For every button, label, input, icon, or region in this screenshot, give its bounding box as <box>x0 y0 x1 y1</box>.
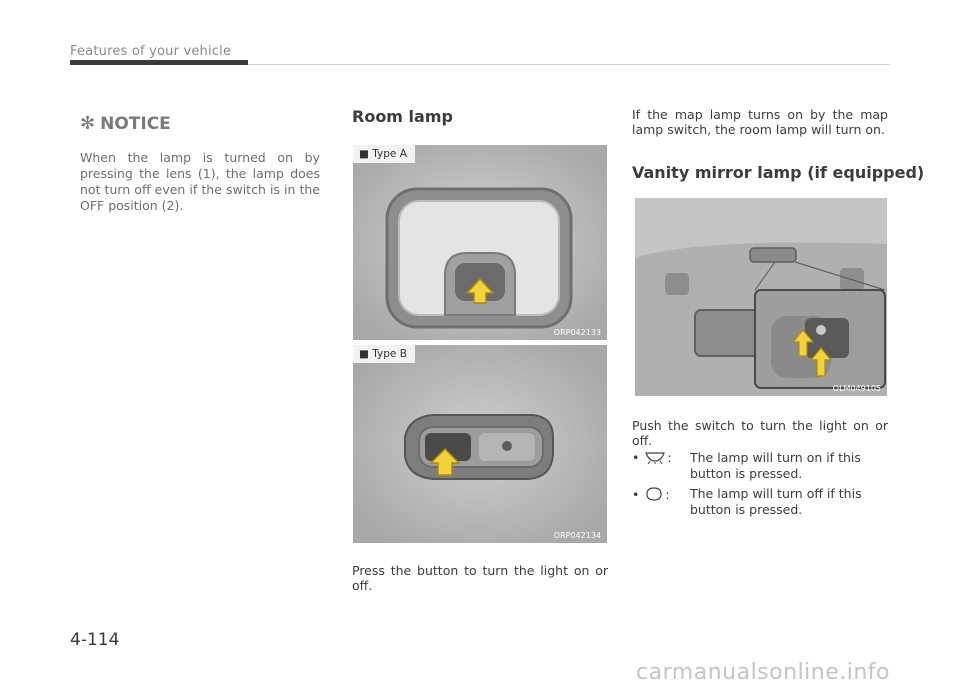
figure-code-b: ORP042134 <box>553 531 601 540</box>
type-b-label: ■ Type B <box>353 345 415 363</box>
bullet-lamp-off: • : <box>632 487 670 502</box>
notice-heading <box>80 113 171 134</box>
type-a-label: ■ Type A <box>353 145 415 163</box>
room-lamp-type-b-figure <box>353 345 607 543</box>
vanity-lamp-title: Vanity mirror lamp (if equipped) <box>632 163 925 182</box>
lamp-on-symbol-icon <box>643 450 667 464</box>
vanity-lamp-figure <box>635 198 887 396</box>
page-number: 4-114 <box>70 630 120 650</box>
notice-body: When the lamp is turned on by pressing the lens (1), the lamp does not turn off even if the switch is in the OFF position (2). <box>80 150 320 213</box>
vanity-lamp-illustration <box>635 198 887 396</box>
room-lamp-type-b-illustration <box>353 345 607 543</box>
figure-code-a: ORP042133 <box>553 328 601 337</box>
room-lamp-title: Room lamp <box>352 107 453 126</box>
header-bar <box>70 60 248 65</box>
header-divider <box>248 64 890 65</box>
notice-title: NOTICE <box>100 113 171 134</box>
vanity-intro: Push the switch to turn the light on or off. <box>632 418 888 448</box>
lamp-on-text: The lamp will turn on if this button is pressed. <box>690 450 861 481</box>
lamp-off-symbol-icon <box>643 486 665 502</box>
bullet-lamp-on: • : <box>632 450 672 465</box>
section-header: Features of your vehicle <box>70 44 232 59</box>
room-lamp-type-a-figure <box>353 145 607 340</box>
room-lamp-caption: Press the button to turn the light on or off. <box>352 563 608 593</box>
lamp-off-text: The lamp will turn off if this button is pressed. <box>690 486 862 517</box>
figure-code-vanity: OLM049105 <box>832 384 881 393</box>
notice-asterisk-icon: ✻ <box>80 113 96 134</box>
map-lamp-intro: If the map lamp turns on by the map lamp switch, the room lamp will turn on. <box>632 107 888 137</box>
watermark: carmanualsonline.info <box>636 660 890 685</box>
room-lamp-type-a-illustration <box>353 145 607 340</box>
